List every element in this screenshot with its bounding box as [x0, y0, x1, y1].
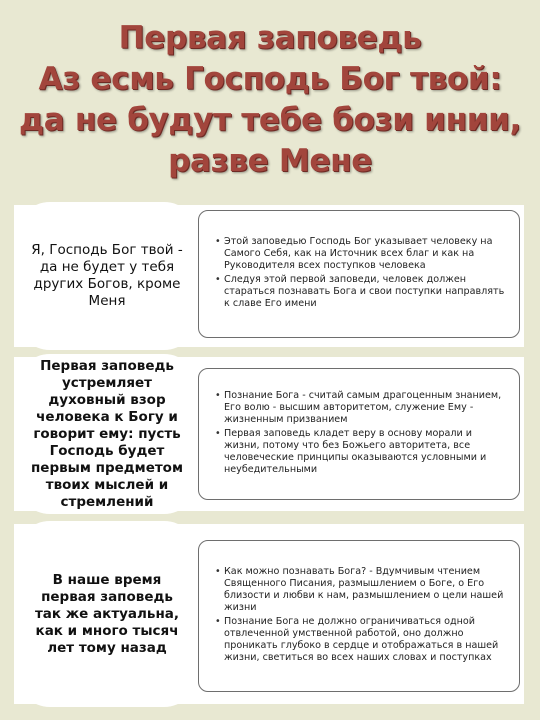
row-2-bullet-2: • Первая заповедь кладет веру в основу морали и жизни, потому что без Божьего авторитета, все человеческие принципы оказываются условными и неубедительными — [215, 428, 505, 476]
title-line-2: Аз есмь Господь Бог твой: — [38, 61, 502, 97]
row-3-bullet-2: • Познание Бога не должно ограничиваться одной отвлеченной умственной работой, оно должно проникать глубоко в сердце и отображаться в нашей жизни, светиться во всех наших словах и поступках — [215, 616, 505, 664]
row-2-details — [198, 368, 520, 500]
page-title — [0, 18, 540, 182]
row-2-summary-text: Первая заповедь устремляет духовный взор человека к Богу и говорит ему: пусть Господь будет первым предметом твоих мыслей и стремлений — [30, 357, 183, 510]
title-line-4: разве Мене — [168, 143, 372, 179]
row-1-bullet-1: • Этой заповедью Господь Бог указывает человеку на Самого Себя, как на Источник всех благ и как на Руководителя всех поступков человека — [215, 236, 505, 272]
title-line-1: Первая заповедь — [118, 20, 422, 56]
row-1-details — [198, 210, 520, 338]
title-line-3: да не будут тебе бози инии, — [18, 102, 522, 138]
row-1-summary-text: Я, Господь Бог твой - да не будет у тебя других Богов, кроме Меня — [31, 242, 183, 309]
row-3-summary-text: В наше время первая заповедь так же актуальна, как и много тысяч лет тому назад — [34, 571, 180, 656]
row-3-summary — [16, 521, 198, 707]
row-1-bullet-2: • Следуя этой первой заповеди, человек должен стараться познавать Бога и свои поступки направлять к славе Его имени — [215, 274, 505, 310]
row-1-summary — [16, 202, 198, 350]
row-2-summary — [16, 354, 198, 514]
row-3-bullet-1: • Как можно познавать Бога? - Вдумчивым чтением Священного Писания, размышлением о Боге, о Его близости и любви к нам, размышлением о цели нашей жизни — [215, 566, 505, 614]
row-3-details — [198, 540, 520, 692]
row-2-bullet-1: • Познание Бога - считай самым драгоценным знанием, Его волю - высшим авторитетом, служение Ему - жизненным призванием — [215, 390, 505, 426]
